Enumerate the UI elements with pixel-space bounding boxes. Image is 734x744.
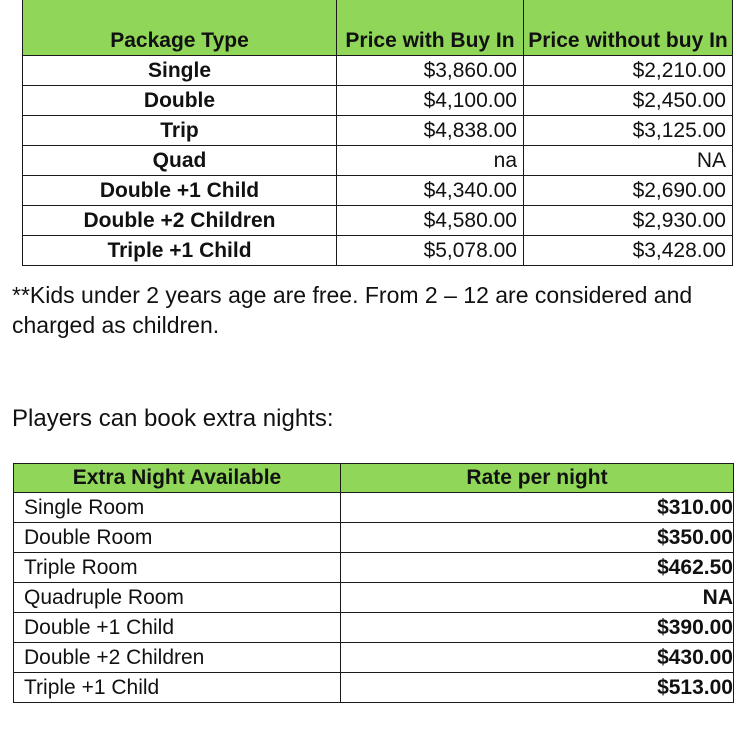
room-type-cell: Double Room — [14, 523, 341, 553]
extra-header-row — [14, 464, 734, 493]
package-type-cell: Double +2 Children — [23, 206, 337, 236]
room-type-cell: Double +1 Child — [14, 613, 341, 643]
price-with-buy-in-cell: $4,340.00 — [337, 176, 524, 206]
header-extra-night-available: Extra Night Available — [14, 464, 341, 493]
price-without-buy-in-cell: $2,930.00 — [524, 206, 733, 236]
price-with-buy-in-cell: $4,100.00 — [337, 86, 524, 116]
room-type-cell: Double +2 Children — [14, 643, 341, 673]
price-with-buy-in-cell: $4,580.00 — [337, 206, 524, 236]
price-with-buy-in-cell: $3,860.00 — [337, 56, 524, 86]
price-without-buy-in-cell: NA — [524, 146, 733, 176]
package-header-row — [23, 0, 733, 56]
header-rate-per-night: Rate per night — [341, 464, 734, 493]
table-row — [23, 86, 733, 116]
header-price-without-buy-in: Price without buy In — [524, 0, 733, 56]
rate-cell: $513.00 — [341, 673, 734, 703]
room-type-cell: Quadruple Room — [14, 583, 341, 613]
table-row — [14, 553, 734, 583]
room-type-cell: Triple +1 Child — [14, 673, 341, 703]
table-row — [23, 236, 733, 266]
table-row — [14, 523, 734, 553]
header-price-with-buy-in: Price with Buy In — [337, 0, 524, 56]
table-row — [23, 56, 733, 86]
package-type-cell: Triple +1 Child — [23, 236, 337, 266]
table-row — [14, 493, 734, 523]
price-without-buy-in-cell: $3,125.00 — [524, 116, 733, 146]
price-with-buy-in-cell: na — [337, 146, 524, 176]
table-row — [14, 613, 734, 643]
price-with-buy-in-cell: $5,078.00 — [337, 236, 524, 266]
rate-cell: $390.00 — [341, 613, 734, 643]
table-row — [23, 116, 733, 146]
table-row — [14, 673, 734, 703]
table-row — [23, 146, 733, 176]
package-type-cell: Trip — [23, 116, 337, 146]
package-type-cell: Quad — [23, 146, 337, 176]
extra-nights-table — [13, 463, 734, 703]
table-row — [23, 176, 733, 206]
package-type-cell: Single — [23, 56, 337, 86]
children-age-note: **Kids under 2 years age are free. From 2 – 12 are considered and charged as children. — [12, 282, 693, 338]
table-row — [14, 643, 734, 673]
package-type-cell: Double +1 Child — [23, 176, 337, 206]
table-row — [14, 583, 734, 613]
package-type-cell: Double — [23, 86, 337, 116]
rate-cell: $430.00 — [341, 643, 734, 673]
room-type-cell: Single Room — [14, 493, 341, 523]
header-package-type: Package Type — [23, 0, 337, 56]
rate-cell: $462.50 — [341, 553, 734, 583]
rate-cell: $350.00 — [341, 523, 734, 553]
rate-cell: $310.00 — [341, 493, 734, 523]
package-price-table — [22, 0, 733, 266]
price-without-buy-in-cell: $2,450.00 — [524, 86, 733, 116]
rate-cell: NA — [341, 583, 734, 613]
table-row — [23, 206, 733, 236]
room-type-cell: Triple Room — [14, 553, 341, 583]
extra-nights-intro: Players can book extra nights: — [12, 405, 334, 432]
price-without-buy-in-cell: $2,690.00 — [524, 176, 733, 206]
price-with-buy-in-cell: $4,838.00 — [337, 116, 524, 146]
price-without-buy-in-cell: $2,210.00 — [524, 56, 733, 86]
price-without-buy-in-cell: $3,428.00 — [524, 236, 733, 266]
